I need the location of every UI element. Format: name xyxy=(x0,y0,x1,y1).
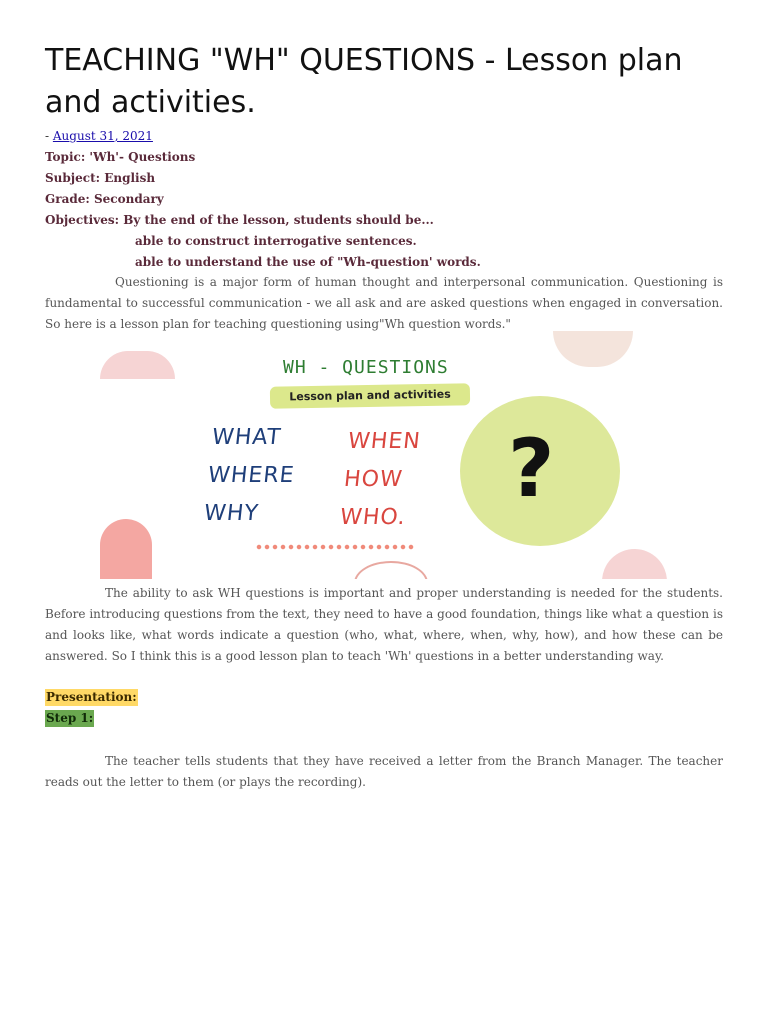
post-date-line xyxy=(45,126,735,147)
objective-item-2: able to understand the use of "Wh-question' words. xyxy=(135,255,481,269)
presentation-heading: Presentation: xyxy=(46,690,137,704)
body-paragraph: The ability to ask WH questions is important and proper understanding is needed for the students. Before introducing questions from the text, they need to have a good foundation, things like what a question is and looks like, what words indicate a question (who, what, where, when, why, how), and how these can be answered. So I think this is a good lesson plan to teach 'Wh' questions in a better understanding way. xyxy=(45,586,723,663)
wh-words-left xyxy=(202,419,300,533)
decorative-blob xyxy=(602,549,667,579)
banner-subtitle: Lesson plan and activities xyxy=(270,383,470,408)
wh-word: WHAT xyxy=(210,425,283,450)
wh-word: WHY xyxy=(202,501,261,526)
step-1-paragraph: The teacher tells students that they have received a letter from the Branch Manager. The teacher reads out the letter to them (or plays the recording). xyxy=(45,754,723,789)
banner-title: WH - QUESTIONS xyxy=(283,357,449,378)
objective-item-1: able to construct interrogative sentences. xyxy=(135,234,417,248)
post-title: TEACHING "WH" QUESTIONS - Lesson plan and activities. xyxy=(45,43,683,120)
wh-word: WHEN xyxy=(346,429,423,454)
topic-line: Topic: 'Wh'- Questions xyxy=(45,150,196,164)
date-prefix: - xyxy=(45,129,50,143)
arc-decoration xyxy=(354,561,428,579)
intro-paragraph: Questioning is a major form of human thought and interpersonal communication. Questioning is fundamental to successful communication - we all ask and are asked questions when engaged in conversation. So here is a lesson plan for teaching questioning using"Wh question words." xyxy=(45,275,723,331)
wh-word: WHO. xyxy=(338,505,408,530)
decorative-blob xyxy=(100,519,152,579)
wh-words-right xyxy=(338,423,423,537)
wh-word: HOW xyxy=(342,467,404,492)
grade-line: Grade: Secondary xyxy=(45,192,164,206)
decorative-blob xyxy=(100,351,175,379)
subject-line: Subject: English xyxy=(45,171,156,185)
step-1-heading: Step 1: xyxy=(46,711,94,725)
question-mark-icon: ? xyxy=(508,422,555,515)
wh-word: WHERE xyxy=(206,463,296,488)
wh-questions-banner-image xyxy=(100,331,667,579)
objectives-line: Objectives: By the end of the lesson, students should be... xyxy=(45,213,434,227)
decorative-blob xyxy=(553,331,633,367)
dotted-line-decoration xyxy=(255,544,415,550)
post-date-link[interactable]: August 31, 2021 xyxy=(52,129,153,143)
